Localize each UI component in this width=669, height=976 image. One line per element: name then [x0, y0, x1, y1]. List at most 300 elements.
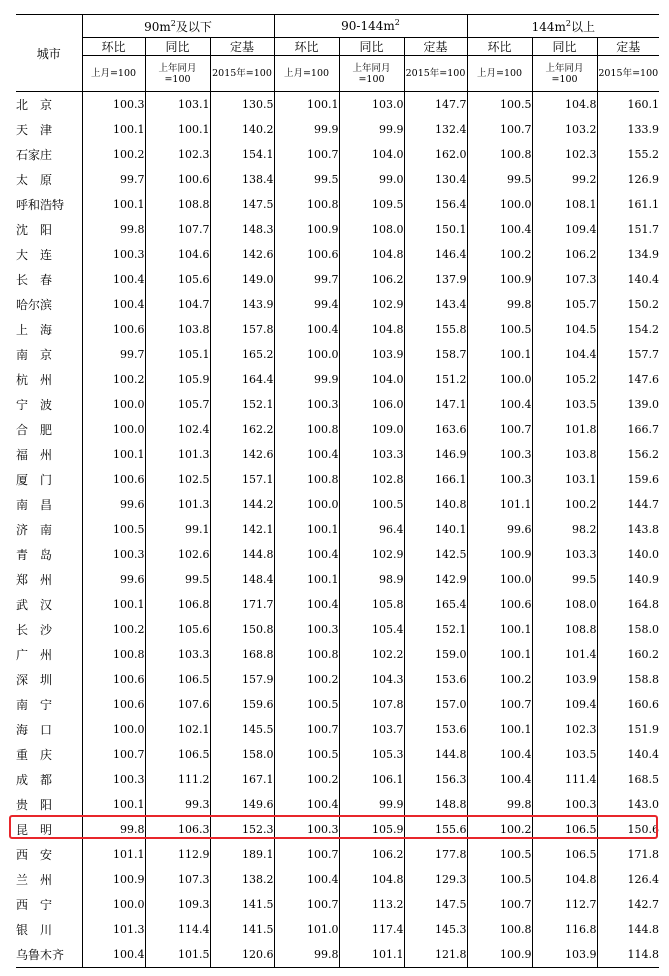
table-row: [16, 767, 659, 792]
value-cell: 157.7: [597, 342, 659, 367]
value-cell: 148.8: [404, 792, 467, 817]
value-cell: 100.7: [82, 742, 145, 767]
value-cell: 100.2: [274, 667, 339, 692]
value-cell: 100.6: [82, 317, 145, 342]
value-cell: 147.5: [404, 892, 467, 917]
city-cell: 武 汉: [16, 598, 53, 612]
table-row: [16, 217, 659, 242]
value-cell: 100.7: [274, 142, 339, 167]
value-cell: 105.9: [339, 817, 404, 842]
table-row: [16, 467, 659, 492]
city-cell: 长 沙: [16, 623, 53, 637]
value-cell: 100.1: [82, 792, 145, 817]
value-cell: 161.1: [597, 192, 659, 217]
value-cell: 140.4: [597, 742, 659, 767]
value-cell: 100.0: [467, 567, 532, 592]
city-cell: 郑 州: [16, 573, 53, 587]
value-cell: 103.0: [339, 92, 404, 118]
value-cell: 114.8: [597, 942, 659, 968]
value-cell: 107.8: [339, 692, 404, 717]
value-cell: 100.3: [274, 817, 339, 842]
value-cell: 145.5: [210, 717, 274, 742]
value-cell: 102.9: [339, 542, 404, 567]
value-cell: 103.7: [339, 717, 404, 742]
base-header-2015: 2015年=100: [404, 56, 467, 92]
value-cell: 100.4: [274, 867, 339, 892]
value-cell: 157.9: [210, 667, 274, 692]
value-cell: 100.0: [274, 492, 339, 517]
value-cell: 100.3: [467, 442, 532, 467]
value-cell: 100.4: [82, 267, 145, 292]
value-cell: 99.7: [82, 167, 145, 192]
value-cell: 160.2: [597, 642, 659, 667]
value-cell: 103.3: [145, 642, 210, 667]
value-cell: 148.3: [210, 217, 274, 242]
value-cell: 100.7: [467, 692, 532, 717]
group-header-under-90: $90m^2$及以下: [82, 15, 274, 38]
house-price-index-table: [16, 14, 659, 968]
value-cell: 101.1: [339, 942, 404, 968]
value-cell: 100.5: [467, 842, 532, 867]
value-cell: 147.1: [404, 392, 467, 417]
value-cell: 114.4: [145, 917, 210, 942]
value-cell: 99.5: [467, 167, 532, 192]
value-cell: 100.3: [82, 242, 145, 267]
value-cell: 142.5: [404, 542, 467, 567]
value-cell: 100.6: [82, 467, 145, 492]
value-cell: 100.1: [467, 617, 532, 642]
value-cell: 99.8: [82, 817, 145, 842]
value-cell: 100.2: [82, 367, 145, 392]
value-cell: 103.9: [532, 667, 597, 692]
value-cell: 99.7: [82, 342, 145, 367]
value-cell: 100.1: [82, 192, 145, 217]
value-cell: 104.8: [339, 317, 404, 342]
value-cell: 99.8: [467, 792, 532, 817]
city-cell: 西 宁: [16, 898, 53, 912]
table-row: [16, 667, 659, 692]
metric-header-yoy: 同比: [339, 38, 404, 56]
value-cell: 100.0: [467, 367, 532, 392]
value-cell: 104.6: [145, 242, 210, 267]
value-cell: 106.0: [339, 392, 404, 417]
value-cell: 142.6: [210, 242, 274, 267]
metric-header-yoy: 同比: [145, 38, 210, 56]
value-cell: 103.1: [532, 467, 597, 492]
value-cell: 105.1: [145, 342, 210, 367]
value-cell: 100.0: [82, 392, 145, 417]
value-cell: 101.1: [82, 842, 145, 867]
table-row: [16, 242, 659, 267]
value-cell: 100.6: [82, 692, 145, 717]
value-cell: 101.1: [467, 492, 532, 517]
value-cell: 108.8: [532, 617, 597, 642]
value-cell: 100.3: [274, 392, 339, 417]
value-cell: 103.5: [532, 392, 597, 417]
value-cell: 103.3: [532, 542, 597, 567]
value-cell: 102.6: [145, 542, 210, 567]
value-cell: 101.4: [532, 642, 597, 667]
base-header-prev-year: 上年同月 =100: [145, 56, 210, 92]
value-cell: 158.7: [404, 342, 467, 367]
value-cell: 138.2: [210, 867, 274, 892]
value-cell: 102.8: [339, 467, 404, 492]
value-cell: 104.3: [339, 667, 404, 692]
value-cell: 158.0: [597, 617, 659, 642]
value-cell: 142.6: [210, 442, 274, 467]
value-cell: 151.7: [597, 217, 659, 242]
city-cell: 南 宁: [16, 698, 53, 712]
city-cell: 石家庄: [16, 148, 53, 162]
value-cell: 106.8: [145, 592, 210, 617]
value-cell: 105.7: [145, 392, 210, 417]
value-cell: 100.2: [467, 242, 532, 267]
value-cell: 99.2: [532, 167, 597, 192]
value-cell: 149.0: [210, 267, 274, 292]
value-cell: 100.4: [274, 317, 339, 342]
value-cell: 108.8: [145, 192, 210, 217]
value-cell: 100.8: [274, 417, 339, 442]
value-cell: 144.8: [597, 917, 659, 942]
value-cell: 104.8: [339, 242, 404, 267]
city-cell: 成 都: [16, 773, 53, 787]
table-row: [16, 367, 659, 392]
value-cell: 99.6: [467, 517, 532, 542]
value-cell: 106.5: [145, 742, 210, 767]
value-cell: 100.0: [82, 717, 145, 742]
value-cell: 159.0: [404, 642, 467, 667]
value-cell: 99.8: [82, 217, 145, 242]
value-cell: 104.4: [532, 342, 597, 367]
value-cell: 100.1: [82, 117, 145, 142]
table-row: [16, 867, 659, 892]
value-cell: 102.3: [532, 142, 597, 167]
value-cell: 99.8: [467, 292, 532, 317]
value-cell: 137.9: [404, 267, 467, 292]
value-cell: 101.3: [82, 917, 145, 942]
group-header-over-144: $144m^2$以上: [467, 15, 659, 38]
city-cell: 合 肥: [16, 423, 53, 437]
value-cell: 107.6: [145, 692, 210, 717]
city-cell: 银 川: [16, 923, 53, 937]
value-cell: 156.2: [597, 442, 659, 467]
city-cell: 兰 州: [16, 873, 53, 887]
value-cell: 189.1: [210, 842, 274, 867]
value-cell: 100.9: [467, 942, 532, 968]
value-cell: 100.3: [467, 467, 532, 492]
value-cell: 148.4: [210, 567, 274, 592]
value-cell: 111.2: [145, 767, 210, 792]
city-cell: 太 原: [16, 173, 53, 187]
value-cell: 109.4: [532, 692, 597, 717]
city-cell: 厦 门: [16, 473, 53, 487]
city-cell: 呼和浩特: [16, 198, 65, 212]
value-cell: 143.4: [404, 292, 467, 317]
value-cell: 100.4: [274, 592, 339, 617]
value-cell: 100.8: [467, 142, 532, 167]
value-cell: 134.9: [597, 242, 659, 267]
value-cell: 171.7: [210, 592, 274, 617]
table-row: [16, 92, 659, 118]
base-header-prev-month: 上月=100: [467, 56, 532, 92]
table-row: [16, 842, 659, 867]
value-cell: 163.6: [404, 417, 467, 442]
metric-header-yoy: 同比: [532, 38, 597, 56]
value-cell: 102.2: [339, 642, 404, 667]
value-cell: 157.0: [404, 692, 467, 717]
value-cell: 100.9: [467, 542, 532, 567]
value-cell: 164.4: [210, 367, 274, 392]
value-cell: 99.4: [274, 292, 339, 317]
value-cell: 100.1: [274, 92, 339, 118]
value-cell: 100.7: [467, 117, 532, 142]
value-cell: 100.4: [82, 942, 145, 968]
value-cell: 109.0: [339, 417, 404, 442]
value-cell: 104.0: [339, 142, 404, 167]
value-cell: 105.6: [145, 267, 210, 292]
value-cell: 100.4: [274, 542, 339, 567]
value-cell: 101.0: [274, 917, 339, 942]
table-row: [16, 592, 659, 617]
value-cell: 104.8: [532, 867, 597, 892]
value-cell: 106.3: [145, 817, 210, 842]
value-cell: 100.2: [532, 492, 597, 517]
value-cell: 106.2: [532, 242, 597, 267]
value-cell: 100.6: [145, 167, 210, 192]
value-cell: 166.7: [597, 417, 659, 442]
value-cell: 155.2: [597, 142, 659, 167]
value-cell: 146.4: [404, 242, 467, 267]
value-cell: 100.1: [467, 642, 532, 667]
value-cell: 99.7: [274, 267, 339, 292]
metric-header-base: 定基: [210, 38, 274, 56]
value-cell: 150.6: [597, 817, 659, 842]
value-cell: 143.8: [597, 517, 659, 542]
value-cell: 100.5: [339, 492, 404, 517]
value-cell: 106.5: [145, 667, 210, 692]
value-cell: 147.6: [597, 367, 659, 392]
value-cell: 99.5: [274, 167, 339, 192]
value-cell: 104.8: [339, 867, 404, 892]
value-cell: 144.7: [597, 492, 659, 517]
city-cell: 大 连: [16, 248, 53, 262]
value-cell: 100.7: [274, 892, 339, 917]
value-cell: 140.8: [404, 492, 467, 517]
city-cell: 济 南: [16, 523, 53, 537]
value-cell: 100.5: [467, 867, 532, 892]
value-cell: 126.9: [597, 167, 659, 192]
value-cell: 159.6: [210, 692, 274, 717]
table-row: [16, 342, 659, 367]
value-cell: 177.8: [404, 842, 467, 867]
value-cell: 109.5: [339, 192, 404, 217]
value-cell: 129.3: [404, 867, 467, 892]
table-row: [16, 817, 659, 842]
value-cell: 100.3: [82, 542, 145, 567]
table-row: [16, 642, 659, 667]
table-row: [16, 617, 659, 642]
value-cell: 144.8: [404, 742, 467, 767]
value-cell: 109.3: [145, 892, 210, 917]
value-cell: 100.8: [274, 642, 339, 667]
value-cell: 106.1: [339, 767, 404, 792]
value-cell: 103.1: [145, 92, 210, 118]
value-cell: 99.9: [274, 117, 339, 142]
value-cell: 100.3: [274, 617, 339, 642]
base-header-2015: 2015年=100: [597, 56, 659, 92]
value-cell: 100.6: [82, 667, 145, 692]
value-cell: 100.9: [82, 867, 145, 892]
value-cell: 100.4: [274, 792, 339, 817]
value-cell: 142.1: [210, 517, 274, 542]
value-cell: 100.9: [274, 217, 339, 242]
value-cell: 108.0: [532, 592, 597, 617]
table-row: [16, 892, 659, 917]
value-cell: 100.1: [274, 567, 339, 592]
value-cell: 103.3: [339, 442, 404, 467]
value-cell: 100.4: [467, 217, 532, 242]
value-cell: 99.5: [532, 567, 597, 592]
value-cell: 100.6: [467, 592, 532, 617]
value-cell: 140.2: [210, 117, 274, 142]
value-cell: 102.9: [339, 292, 404, 317]
value-cell: 156.3: [404, 767, 467, 792]
value-cell: 105.6: [145, 617, 210, 642]
value-cell: 164.8: [597, 592, 659, 617]
value-cell: 98.9: [339, 567, 404, 592]
value-cell: 100.5: [467, 317, 532, 342]
city-cell: 北 京: [16, 98, 53, 112]
value-cell: 104.0: [339, 367, 404, 392]
value-cell: 100.2: [274, 767, 339, 792]
value-cell: 105.2: [532, 367, 597, 392]
value-cell: 144.2: [210, 492, 274, 517]
value-cell: 98.2: [532, 517, 597, 542]
table-row: [16, 292, 659, 317]
value-cell: 106.2: [339, 267, 404, 292]
value-cell: 107.3: [532, 267, 597, 292]
table-row: [16, 117, 659, 142]
value-cell: 100.5: [467, 92, 532, 118]
city-cell: 广 州: [16, 648, 53, 662]
value-cell: 103.8: [145, 317, 210, 342]
city-cell: 深 圳: [16, 673, 53, 687]
value-cell: 100.4: [82, 292, 145, 317]
city-cell: 哈尔滨: [16, 298, 53, 312]
value-cell: 154.2: [597, 317, 659, 342]
base-header-prev-year: 上年同月 =100: [532, 56, 597, 92]
value-cell: 99.3: [145, 792, 210, 817]
value-cell: 165.4: [404, 592, 467, 617]
value-cell: 100.1: [467, 717, 532, 742]
table-row: [16, 742, 659, 767]
table-row: [16, 692, 659, 717]
value-cell: 160.1: [597, 92, 659, 118]
value-cell: 158.0: [210, 742, 274, 767]
value-cell: 155.6: [404, 817, 467, 842]
value-cell: 100.8: [467, 917, 532, 942]
value-cell: 150.2: [597, 292, 659, 317]
value-cell: 167.1: [210, 767, 274, 792]
city-cell: 天 津: [16, 123, 53, 137]
value-cell: 99.8: [274, 942, 339, 968]
city-cell: 宁 波: [16, 398, 53, 412]
value-cell: 108.1: [532, 192, 597, 217]
value-cell: 103.8: [532, 442, 597, 467]
metric-header-mom: 环比: [82, 38, 145, 56]
value-cell: 150.1: [404, 217, 467, 242]
value-cell: 100.8: [274, 192, 339, 217]
table-row: [16, 142, 659, 167]
value-cell: 113.2: [339, 892, 404, 917]
value-cell: 105.7: [532, 292, 597, 317]
value-cell: 152.1: [404, 617, 467, 642]
value-cell: 141.5: [210, 917, 274, 942]
value-cell: 150.8: [210, 617, 274, 642]
value-cell: 99.0: [339, 167, 404, 192]
value-cell: 100.2: [467, 667, 532, 692]
value-cell: 144.8: [210, 542, 274, 567]
value-cell: 99.9: [339, 117, 404, 142]
value-cell: 100.4: [467, 767, 532, 792]
base-header-prev-year: 上年同月 =100: [339, 56, 404, 92]
table-row: [16, 792, 659, 817]
metric-header-mom: 环比: [467, 38, 532, 56]
city-cell: 青 岛: [16, 548, 53, 562]
value-cell: 165.2: [210, 342, 274, 367]
value-cell: 106.5: [532, 817, 597, 842]
city-cell: 南 京: [16, 348, 53, 362]
metric-header-base: 定基: [404, 38, 467, 56]
value-cell: 147.5: [210, 192, 274, 217]
table-row: [16, 567, 659, 592]
value-cell: 100.1: [82, 442, 145, 467]
value-cell: 100.1: [82, 592, 145, 617]
value-cell: 101.8: [532, 417, 597, 442]
value-cell: 143.9: [210, 292, 274, 317]
value-cell: 102.4: [145, 417, 210, 442]
value-cell: 96.4: [339, 517, 404, 542]
value-cell: 153.6: [404, 667, 467, 692]
value-cell: 117.4: [339, 917, 404, 942]
value-cell: 99.5: [145, 567, 210, 592]
value-cell: 100.3: [82, 767, 145, 792]
city-cell: 重 庆: [16, 748, 53, 762]
base-header-prev-month: 上月=100: [274, 56, 339, 92]
value-cell: 103.2: [532, 117, 597, 142]
metric-header-mom: 环比: [274, 38, 339, 56]
value-cell: 138.4: [210, 167, 274, 192]
value-cell: 108.0: [339, 217, 404, 242]
value-cell: 120.6: [210, 942, 274, 968]
value-cell: 104.7: [145, 292, 210, 317]
value-cell: 126.4: [597, 867, 659, 892]
value-cell: 111.4: [532, 767, 597, 792]
value-cell: 100.0: [467, 192, 532, 217]
value-cell: 105.3: [339, 742, 404, 767]
value-cell: 107.3: [145, 867, 210, 892]
value-cell: 151.9: [597, 717, 659, 742]
value-cell: 104.8: [532, 92, 597, 118]
table-row: [16, 317, 659, 342]
value-cell: 101.3: [145, 442, 210, 467]
value-cell: 100.0: [82, 892, 145, 917]
value-cell: 100.9: [467, 267, 532, 292]
value-cell: 100.7: [467, 417, 532, 442]
table-row: [16, 442, 659, 467]
value-cell: 141.5: [210, 892, 274, 917]
value-cell: 143.0: [597, 792, 659, 817]
